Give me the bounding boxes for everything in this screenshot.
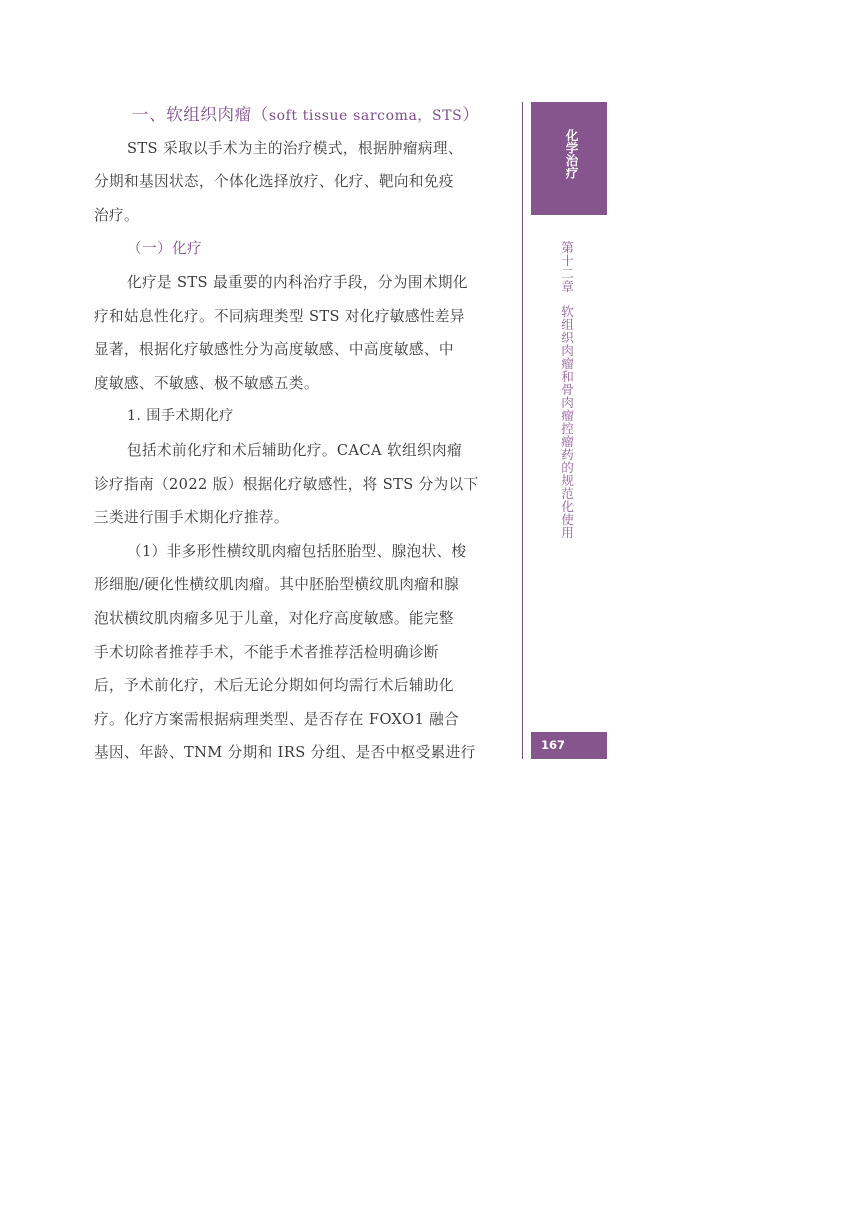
- paragraph-line: 疗和姑息性化疗。不同病理类型 STS 对化疗敏感性差异: [94, 307, 465, 325]
- paragraph-line: 分期和基因状态，个体化选择放疗、化疗、靶向和免疫: [94, 173, 454, 191]
- section-heading-close: ）: [462, 105, 480, 124]
- margin-divider: [522, 102, 523, 759]
- section-side-tab: [531, 102, 607, 215]
- paragraph-line: 后，予术前化疗，术后无论分期如何均需行术后辅助化: [94, 677, 454, 695]
- paragraph-line: 疗。化疗方案需根据病理类型、是否存在 FOXO1 融合: [94, 710, 460, 728]
- paragraph-line: STS 采取以手术为主的治疗模式，根据肿瘤病理、: [127, 139, 463, 157]
- chapter-title: 软组织肉瘤和骨肉瘤控瘤药的规范化使用: [559, 305, 574, 539]
- paragraph-line: 显著，根据化疗敏感性分为高度敏感、中高度敏感、中: [94, 341, 454, 359]
- paragraph-line: 基因、年龄、TNM 分期和 IRS 分组、是否中枢受累进行: [94, 744, 476, 762]
- paragraph-line: 化疗是 STS 最重要的内科治疗手段，分为围术期化: [127, 273, 468, 291]
- page-body: [94, 98, 498, 770]
- paragraph-line: 诊疗指南（2022 版）根据化疗敏感性，将 STS 分为以下: [94, 475, 479, 493]
- chapter-number: 第十二章: [559, 241, 574, 293]
- paragraph-line: 三类进行围手术期化疗推荐。: [94, 509, 289, 527]
- section-heading-en: soft tissue sarcoma，STS: [268, 108, 463, 124]
- chapter-running-title: [556, 241, 574, 539]
- side-tab-label: 化学治疗: [564, 129, 579, 179]
- subsection-heading: （一）化疗: [127, 240, 202, 258]
- paragraph-line: 泡状横纹肌肉瘤多见于儿童，对化疗高度敏感。能完整: [94, 609, 454, 627]
- paragraph-line: 度敏感、不敏感、极不敏感五类。: [94, 374, 319, 392]
- paragraph-line: 手术切除者推荐手术，不能手术者推荐活检明确诊断: [94, 643, 439, 661]
- sub-subsection-heading: 1. 围手术期化疗: [127, 408, 234, 425]
- paragraph-line: 治疗。: [94, 206, 139, 224]
- paragraph-line: 形细胞/硬化性横纹肌肉瘤。其中胚胎型横纹肌肉瘤和腺: [94, 576, 460, 594]
- paragraph-line: （1）非多形性横纹肌肉瘤包括胚胎型、腺泡状、梭: [127, 542, 467, 560]
- page-number: 167: [531, 732, 607, 759]
- paragraph-line: 包括术前化疗和术后辅助化疗。CACA 软组织肉瘤: [127, 441, 462, 459]
- section-heading-zh: 一、软组织肉瘤（: [132, 105, 269, 124]
- section-heading: [94, 98, 498, 132]
